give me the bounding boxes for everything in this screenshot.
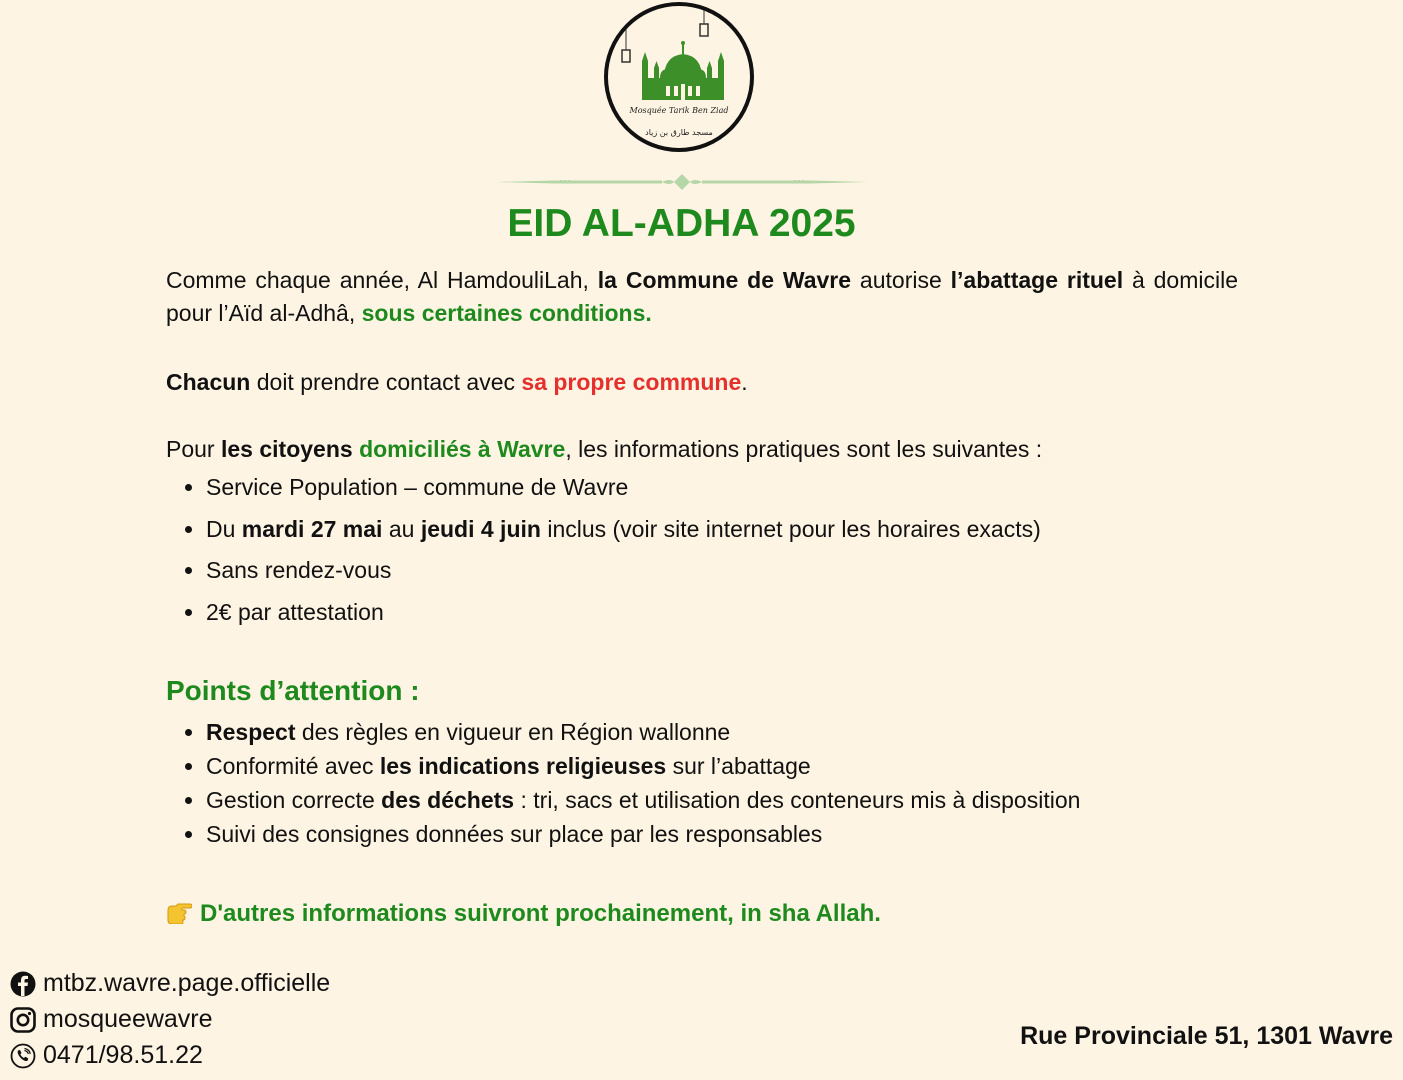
contact-text: . xyxy=(741,369,748,395)
citizens-paragraph xyxy=(166,433,1238,466)
mosque-logo xyxy=(604,2,754,152)
pointing-hand-icon xyxy=(166,902,192,924)
contact-paragraph xyxy=(166,366,1238,399)
list-item-text: au xyxy=(382,515,421,542)
intro-text: à domicile pour l’Aïd al-Adhâ, xyxy=(166,267,1239,326)
ornament-divider xyxy=(494,172,870,192)
logo-arabic-name: مسجد طارق بن زياد xyxy=(645,128,713,137)
contact-everyone: Chacun xyxy=(166,369,251,395)
list-item-text: : tri, sacs et utilisation des conteneurs mis à disposition xyxy=(514,787,1081,813)
contact-text: doit prendre contact avec xyxy=(250,369,522,395)
contact-own-commune: sa propre commune xyxy=(521,369,742,395)
citizens-label: les citoyens xyxy=(220,436,353,462)
list-item xyxy=(206,784,1080,818)
attention-title: Points d’attention : xyxy=(166,675,420,706)
intro-ritual: l’abattage rituel xyxy=(950,267,1124,293)
list-item-text: Sans rendez-vous xyxy=(206,557,392,583)
citizens-wavre: domiciliés à Wavre xyxy=(359,436,566,462)
list-item xyxy=(206,595,1041,637)
citizens-text: , les informations pratiques sont les suivantes : xyxy=(565,436,1043,462)
date-end: jeudi 4 juin xyxy=(420,515,541,542)
info-list xyxy=(166,470,1041,636)
list-item-text: Du xyxy=(206,515,242,542)
phone-icon xyxy=(10,1043,36,1069)
list-item-text: Gestion correcte xyxy=(206,787,382,813)
instagram-link[interactable] xyxy=(10,1005,213,1034)
intro-text: Comme chaque année, Al HamdouliLah, xyxy=(166,267,598,293)
list-item xyxy=(206,553,1041,595)
intro-text: autorise xyxy=(851,267,951,293)
facebook-icon xyxy=(10,971,36,997)
facebook-link[interactable] xyxy=(10,969,330,998)
list-item-text: des règles en vigueur en Région wallonne xyxy=(295,719,731,745)
list-item xyxy=(206,512,1041,554)
date-start: mardi 27 mai xyxy=(241,515,383,542)
citizens-text: Pour xyxy=(166,436,221,462)
intro-commune: la Commune de Wavre xyxy=(597,267,852,293)
list-item-text: Conformité avec xyxy=(206,753,380,779)
facebook-handle[interactable]: mtbz.wavre.page.officielle xyxy=(43,969,331,997)
intro-paragraph xyxy=(166,264,1238,330)
instagram-icon xyxy=(10,1007,36,1033)
phone-link[interactable] xyxy=(10,1041,203,1070)
phone-number[interactable]: 0471/98.51.22 xyxy=(43,1041,203,1069)
list-item xyxy=(206,470,1041,512)
list-item-text: inclus (voir site internet pour les horaires exacts) xyxy=(540,515,1041,542)
list-item xyxy=(206,716,1080,750)
page-title: EID AL-ADHA 2025 xyxy=(507,202,856,245)
list-item-bold: les indications religieuses xyxy=(379,753,667,779)
more-info-text: D'autres informations suivront prochainement, in sha Allah. xyxy=(200,900,881,927)
intro-conditions: sous certaines conditions. xyxy=(361,300,652,326)
attention-list xyxy=(166,716,1080,852)
list-item-bold: des déchets xyxy=(381,787,515,813)
list-item-text: sur l’abattage xyxy=(666,753,811,779)
list-item-text: 2€ par attestation xyxy=(206,598,384,625)
logo-name: Mosquée Tarik Ben Ziad xyxy=(629,106,729,115)
instagram-handle[interactable]: mosqueewavre xyxy=(43,1005,213,1033)
list-item-text: Suivi des consignes données sur place par les responsables xyxy=(206,821,823,847)
list-item-bold: Respect xyxy=(206,719,296,745)
list-item xyxy=(206,750,1080,784)
address: Rue Provinciale 51, 1301 Wavre xyxy=(1020,1022,1393,1050)
more-info-line xyxy=(166,900,881,928)
list-item-text: Service Population – commune de Wavre xyxy=(206,474,629,500)
list-item xyxy=(206,818,1080,852)
